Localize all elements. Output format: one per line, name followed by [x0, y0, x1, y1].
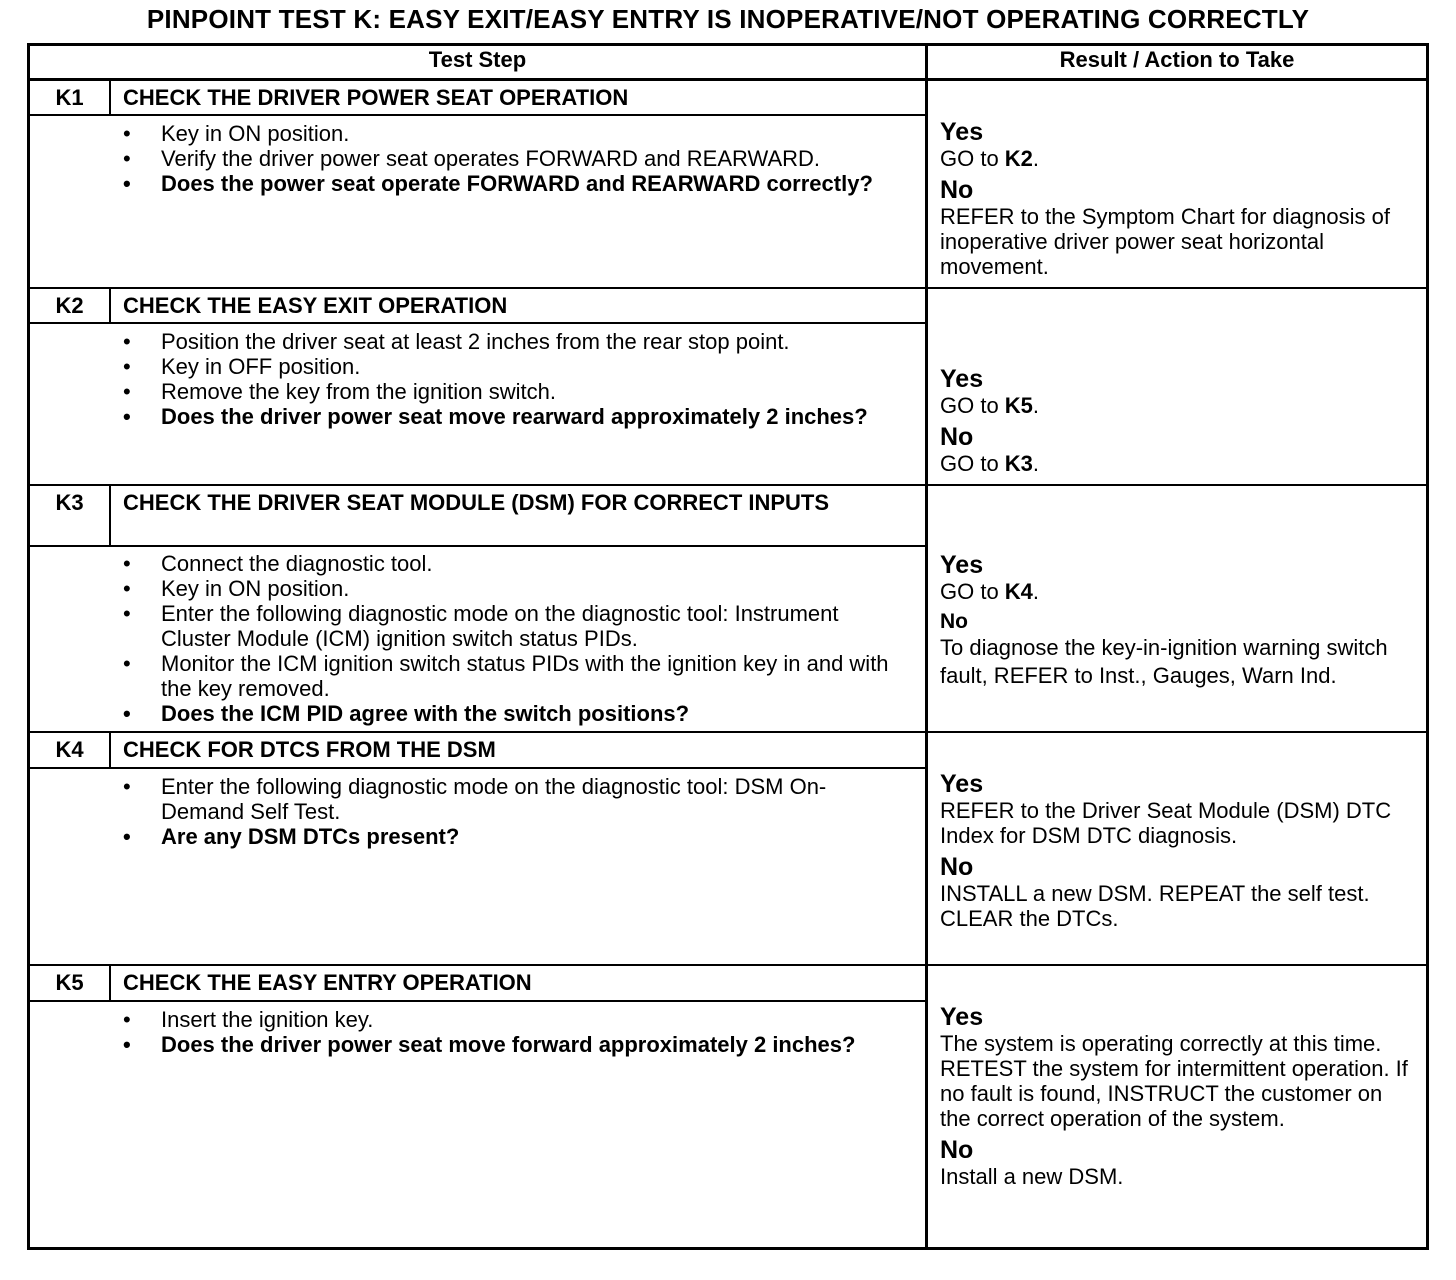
- no-action: REFER to the Symptom Chart for diagnosis of inoperative driver power seat horizontal movement.: [940, 204, 1390, 279]
- step-title: CHECK FOR DTCS FROM THE DSM: [123, 737, 496, 762]
- header-test-step: Test Step: [428, 47, 527, 72]
- step-item: • Key in ON position.: [111, 121, 901, 146]
- yes-action: REFER to the Driver Seat Module (DSM) DTC Index for DSM DTC diagnosis.: [940, 798, 1392, 848]
- step-title: CHECK THE EASY EXIT OPERATION: [123, 293, 508, 318]
- step-link: K2: [1004, 146, 1033, 171]
- page-title: PINPOINT TEST K: EASY EXIT/EASY ENTRY IS INOPERATIVE/NOT OPERATING CORRECTLY: [146, 4, 1310, 34]
- no-action: To diagnose the key-in-ignition warning switch fault, REFER to Inst., Gauges, Warn Ind.: [940, 635, 1388, 688]
- yes-label: Yes: [940, 1003, 984, 1031]
- step-instructions: [111, 121, 901, 196]
- step-link: K4: [1004, 579, 1033, 604]
- step-result: [928, 119, 1426, 279]
- step-item: • Verify the driver power seat operates FORWARD and REARWARD.: [111, 146, 901, 171]
- yes-action: GO to K2.: [940, 146, 1040, 171]
- step-instructions: [111, 774, 901, 849]
- no-action: GO to K3.: [940, 451, 1040, 476]
- step-code: K3: [55, 490, 84, 515]
- step-item: • Position the driver seat at least 2 inches from the rear stop point.: [111, 329, 901, 354]
- step-code: K5: [55, 970, 84, 995]
- yes-action: The system is operating correctly at this time. RETEST the system for intermittent operation. If no fault is found, INSTRUCT the customer on the correct operation of the system.: [940, 1031, 1408, 1131]
- yes-label: Yes: [940, 770, 984, 798]
- yes-action: GO to K5.: [940, 393, 1040, 418]
- step-item: • Enter the following diagnostic mode on the diagnostic tool: Instrument Cluster Module (ICM) ignition switch status PIDs.: [111, 601, 901, 651]
- step-link: K5: [1004, 393, 1033, 418]
- no-label: No: [940, 853, 974, 881]
- no-label: No: [940, 610, 968, 633]
- step-item: • Enter the following diagnostic mode on the diagnostic tool: DSM On-Demand Self Test.: [111, 774, 901, 824]
- step-item: • Insert the ignition key.: [111, 1007, 901, 1032]
- step-instructions: [111, 329, 901, 429]
- no-action: Install a new DSM.: [940, 1164, 1124, 1189]
- step-title: CHECK THE EASY ENTRY OPERATION: [123, 970, 532, 995]
- step-instructions: [111, 1007, 901, 1057]
- step-item: • Key in ON position.: [111, 576, 901, 601]
- step-question: • Does the driver power seat move forward approximately 2 inches?: [111, 1032, 901, 1057]
- yes-action: GO to K4.: [940, 579, 1040, 604]
- step-question: • Does the ICM PID agree with the switch positions?: [111, 701, 901, 726]
- step-title: CHECK THE DRIVER SEAT MODULE (DSM) FOR CORRECT INPUTS: [123, 490, 830, 515]
- step-title: CHECK THE DRIVER POWER SEAT OPERATION: [123, 85, 629, 110]
- step-result: [928, 552, 1426, 690]
- pinpoint-test-table: [27, 43, 1429, 1250]
- step-instructions: [111, 551, 901, 726]
- step-item: • Key in OFF position.: [111, 354, 901, 379]
- step-item: • Remove the key from the ignition switch.: [111, 379, 901, 404]
- yes-label: Yes: [940, 365, 984, 393]
- step-question: • Does the power seat operate FORWARD and REARWARD correctly?: [111, 171, 901, 196]
- step-item: • Connect the diagnostic tool.: [111, 551, 901, 576]
- no-label: No: [940, 423, 974, 451]
- no-label: No: [940, 1136, 974, 1164]
- header-result: Result / Action to Take: [1059, 47, 1295, 72]
- step-result: [928, 771, 1426, 931]
- step-result: [928, 1004, 1426, 1189]
- yes-label: Yes: [940, 118, 984, 146]
- no-action: INSTALL a new DSM. REPEAT the self test. CLEAR the DTCs.: [940, 881, 1370, 931]
- step-item: • Monitor the ICM ignition switch status PIDs with the ignition key in and with the key removed.: [111, 651, 901, 701]
- step-code: K1: [55, 85, 84, 110]
- step-code: K2: [55, 293, 84, 318]
- step-link: K3: [1004, 451, 1033, 476]
- step-code: K4: [55, 737, 84, 762]
- step-result: [928, 366, 1426, 476]
- yes-label: Yes: [940, 551, 984, 579]
- step-question: • Does the driver power seat move rearward approximately 2 inches?: [111, 404, 901, 429]
- no-label: No: [940, 176, 974, 204]
- step-question: • Are any DSM DTCs present?: [111, 824, 901, 849]
